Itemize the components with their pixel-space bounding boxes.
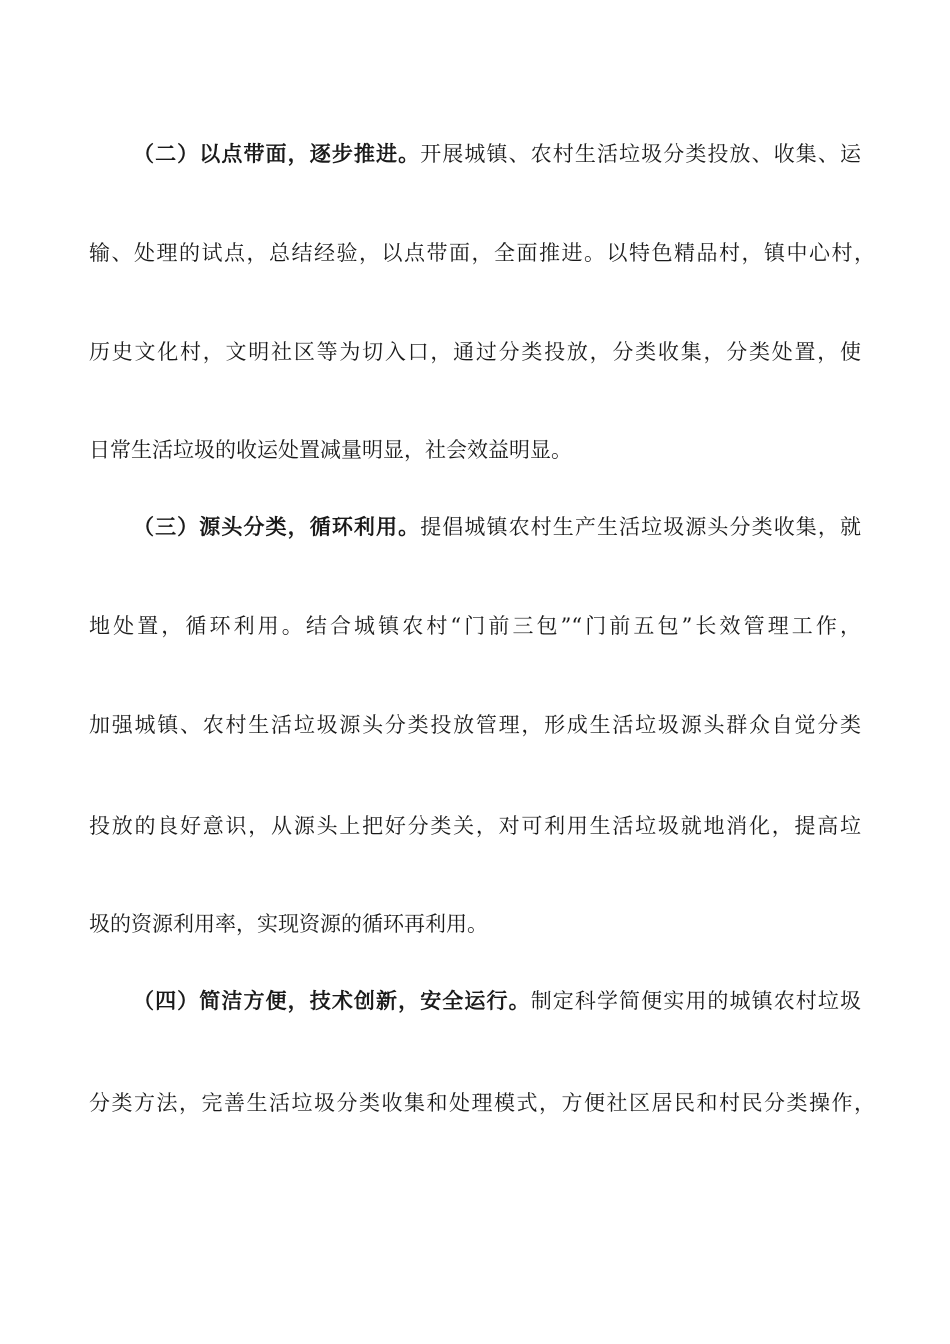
paragraph-line: 历史文化村，文明社区等为切入口，通过分类投放，分类收集，分类处置，使	[89, 340, 861, 364]
paragraph-text: 开展城镇、农村生活垃圾分类投放、收集、运	[420, 142, 861, 166]
paragraph-line: 圾的资源利用率，实现资源的循环再利用。	[89, 912, 488, 936]
paragraph-text: 制定科学简便实用的城镇农村垃圾	[530, 989, 861, 1013]
paragraph-line: 分类方法，完善生活垃圾分类收集和处理模式，方便社区居民和村民分类操作，	[89, 1091, 875, 1115]
paragraph-line: 投放的良好意识，从源头上把好分类关，对可利用生活垃圾就地消化，提高垃	[89, 814, 861, 838]
paragraph-text: 提倡城镇农村生产生活垃圾源头分类收集，就	[420, 515, 861, 539]
paragraph-heading: （三）源头分类，循环利用。	[133, 515, 421, 539]
paragraph-line: 日常生活垃圾的收运处置减量明显，社会效益明显。	[89, 438, 572, 462]
paragraph-line: 地处置，循环利用。结合城镇农村“门前三包”“门前五包”长效管理工作，	[89, 614, 861, 638]
paragraph-heading: （四）简洁方便，技术创新，安全运行。	[133, 989, 531, 1013]
paragraph-line	[133, 139, 861, 169]
paragraph-line: 加强城镇、农村生活垃圾源头分类投放管理，形成生活垃圾源头群众自觉分类	[89, 713, 861, 737]
paragraph-line	[133, 512, 861, 542]
paragraph-heading: （二）以点带面，逐步推进。	[133, 142, 421, 166]
paragraph-line	[133, 986, 861, 1016]
paragraph-line: 输、处理的试点，总结经验，以点带面，全面推进。以特色精品村，镇中心村，	[89, 241, 875, 265]
